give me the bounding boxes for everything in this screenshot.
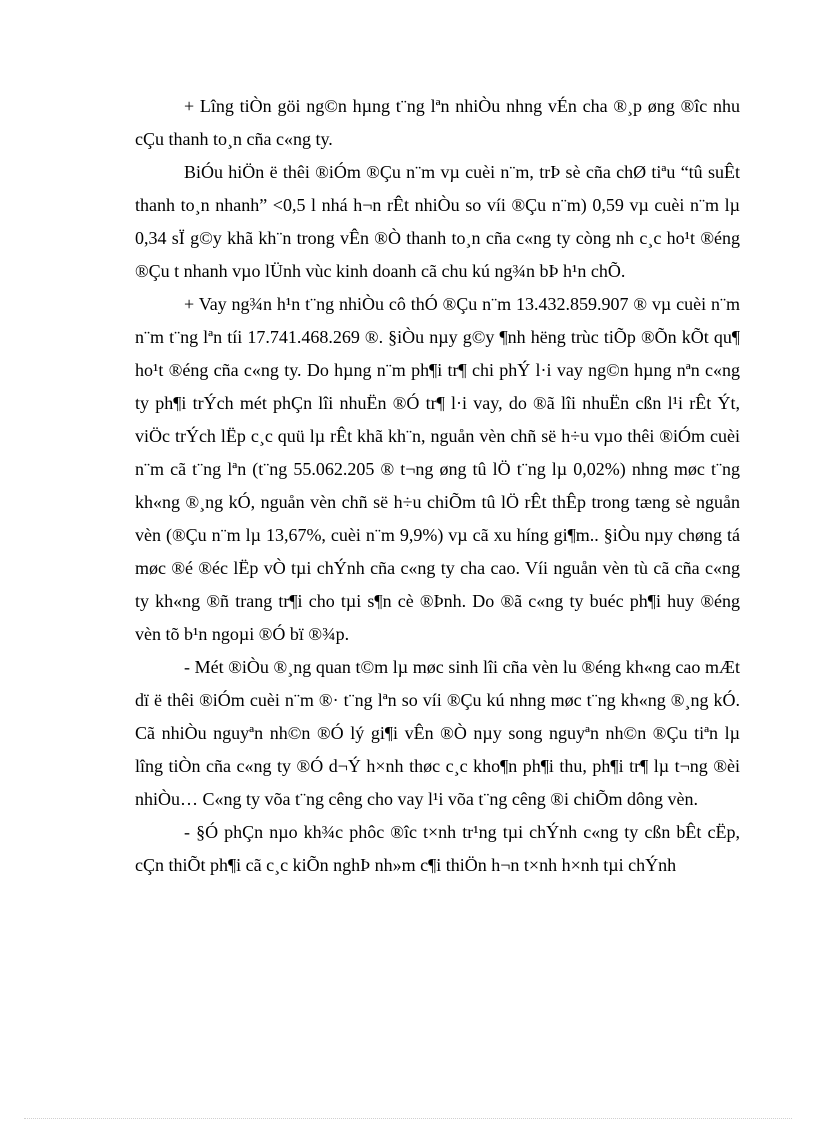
paragraph-quick-ratio: BiÓu hiÖn ë thêi ®iÓm ®Çu n¨m vµ cuèi n¨m, trÞ sè cña chØ tiªu “tû suÊt thanh to¸n nhanh” <0,5 l nhá h¬n rÊt nhiÒu so víi ®Çu n¨m) 0,59 vµ cuèi n¨m lµ 0,34 sÏ g©y khã kh¨n trong vÊn ®Ò thanh to¸n cña c«ng ty còng nh c¸c ho¹t ®éng ®Çu t nhanh vµo lÜnh vùc kinh doanh cã chu kú ng¾n bÞ h¹n chÕ. bbox=[135, 162, 740, 281]
document-body bbox=[135, 90, 740, 882]
page-bottom-divider bbox=[24, 1118, 792, 1119]
paragraph-cash-deposits: + Lîng tiÒn göi ng©n hµng t¨ng lªn nhiÒu nhng vÉn cha ®¸p øng ®îc nhu cÇu thanh to¸n cña c«ng ty. bbox=[135, 96, 740, 149]
paragraph-recommendations: - §Ó phÇn nµo kh¾c phôc ®îc t×nh tr¹ng tµi chÝnh c«ng ty cßn bÊt cËp, cÇn thiÕt ph¶i cã c¸c kiÕn nghÞ nh»m c¶i thiÖn h¬n t×nh h×nh tµi chÝnh bbox=[135, 822, 740, 875]
paragraph-short-term-loans: + Vay ng¾n h¹n t¨ng nhiÒu cô thÓ ®Çu n¨m 13.432.859.907 ® vµ cuèi n¨m n¨m t¨ng lªn tíi 17.741.468.269 ®. §iÒu nµy g©y ¶nh hëng trùc tiÕp ®Õn kÕt qu¶ ho¹t ®éng cña c«ng ty. Do hµng n¨m ph¶i tr¶ chi phÝ l·i vay ng©n hµng nªn c«ng ty ph¶i trÝch mét phÇn lîi nhuËn ®Ó tr¶ l·i vay, do ®ã lîi nhuËn cßn l¹i rÊt Ýt, viÖc trÝch lËp c¸c quü lµ rÊt khã kh¨n, nguån vèn chñ së h÷u vµo thêi ®iÓm cuèi n¨m cã t¨ng lªn (t¨ng 55.062.205 ® t¬ng øng tû lÖ t¨ng lµ 0,02%) nhng møc t¨ng kh«ng ®¸ng kÓ, nguån vèn chñ së h÷u chiÕm tû lÖ rÊt thÊp trong tæng sè nguån vèn (®Çu n¨m lµ 13,67%, cuèi n¨m 9,9%) vµ cã xu híng gi¶m.. §iÒu nµy chøng tá møc ®é ®éc lËp vÒ tµi chÝnh cña c«ng ty cha cao. Víi nguån vèn tù cã cña c«ng ty kh«ng ®ñ trang tr¶i cho tµi s¶n cè ®Þnh. Do ®ã c«ng ty buéc ph¶i huy ®éng vèn tõ b¹n ngoµi ®Ó bï ®¾p. bbox=[135, 294, 740, 644]
paragraph-working-capital: - Mét ®iÒu ®¸ng quan t©m lµ møc sinh lîi cña vèn lu ®éng kh«ng cao mÆt dï ë thêi ®iÓm cuèi n¨m ®· t¨ng lªn so víi ®Çu kú nhng møc t¨ng kh«ng ®¸ng kÓ. Cã nhiÒu nguyªn nh©n ®Ó lý gi¶i vÊn ®Ò nµy song nguyªn nh©n ®Çu tiªn lµ lîng tiÒn cña c«ng ty ®Ó d¬Ý h×nh thøc c¸c kho¶n ph¶i thu, ph¶i tr¶ lµ t¬ng ®èi nhiÒu… C«ng ty võa t¨ng cêng cho vay l¹i võa t¨ng cêng ®i chiÕm dông vèn. bbox=[135, 657, 740, 809]
